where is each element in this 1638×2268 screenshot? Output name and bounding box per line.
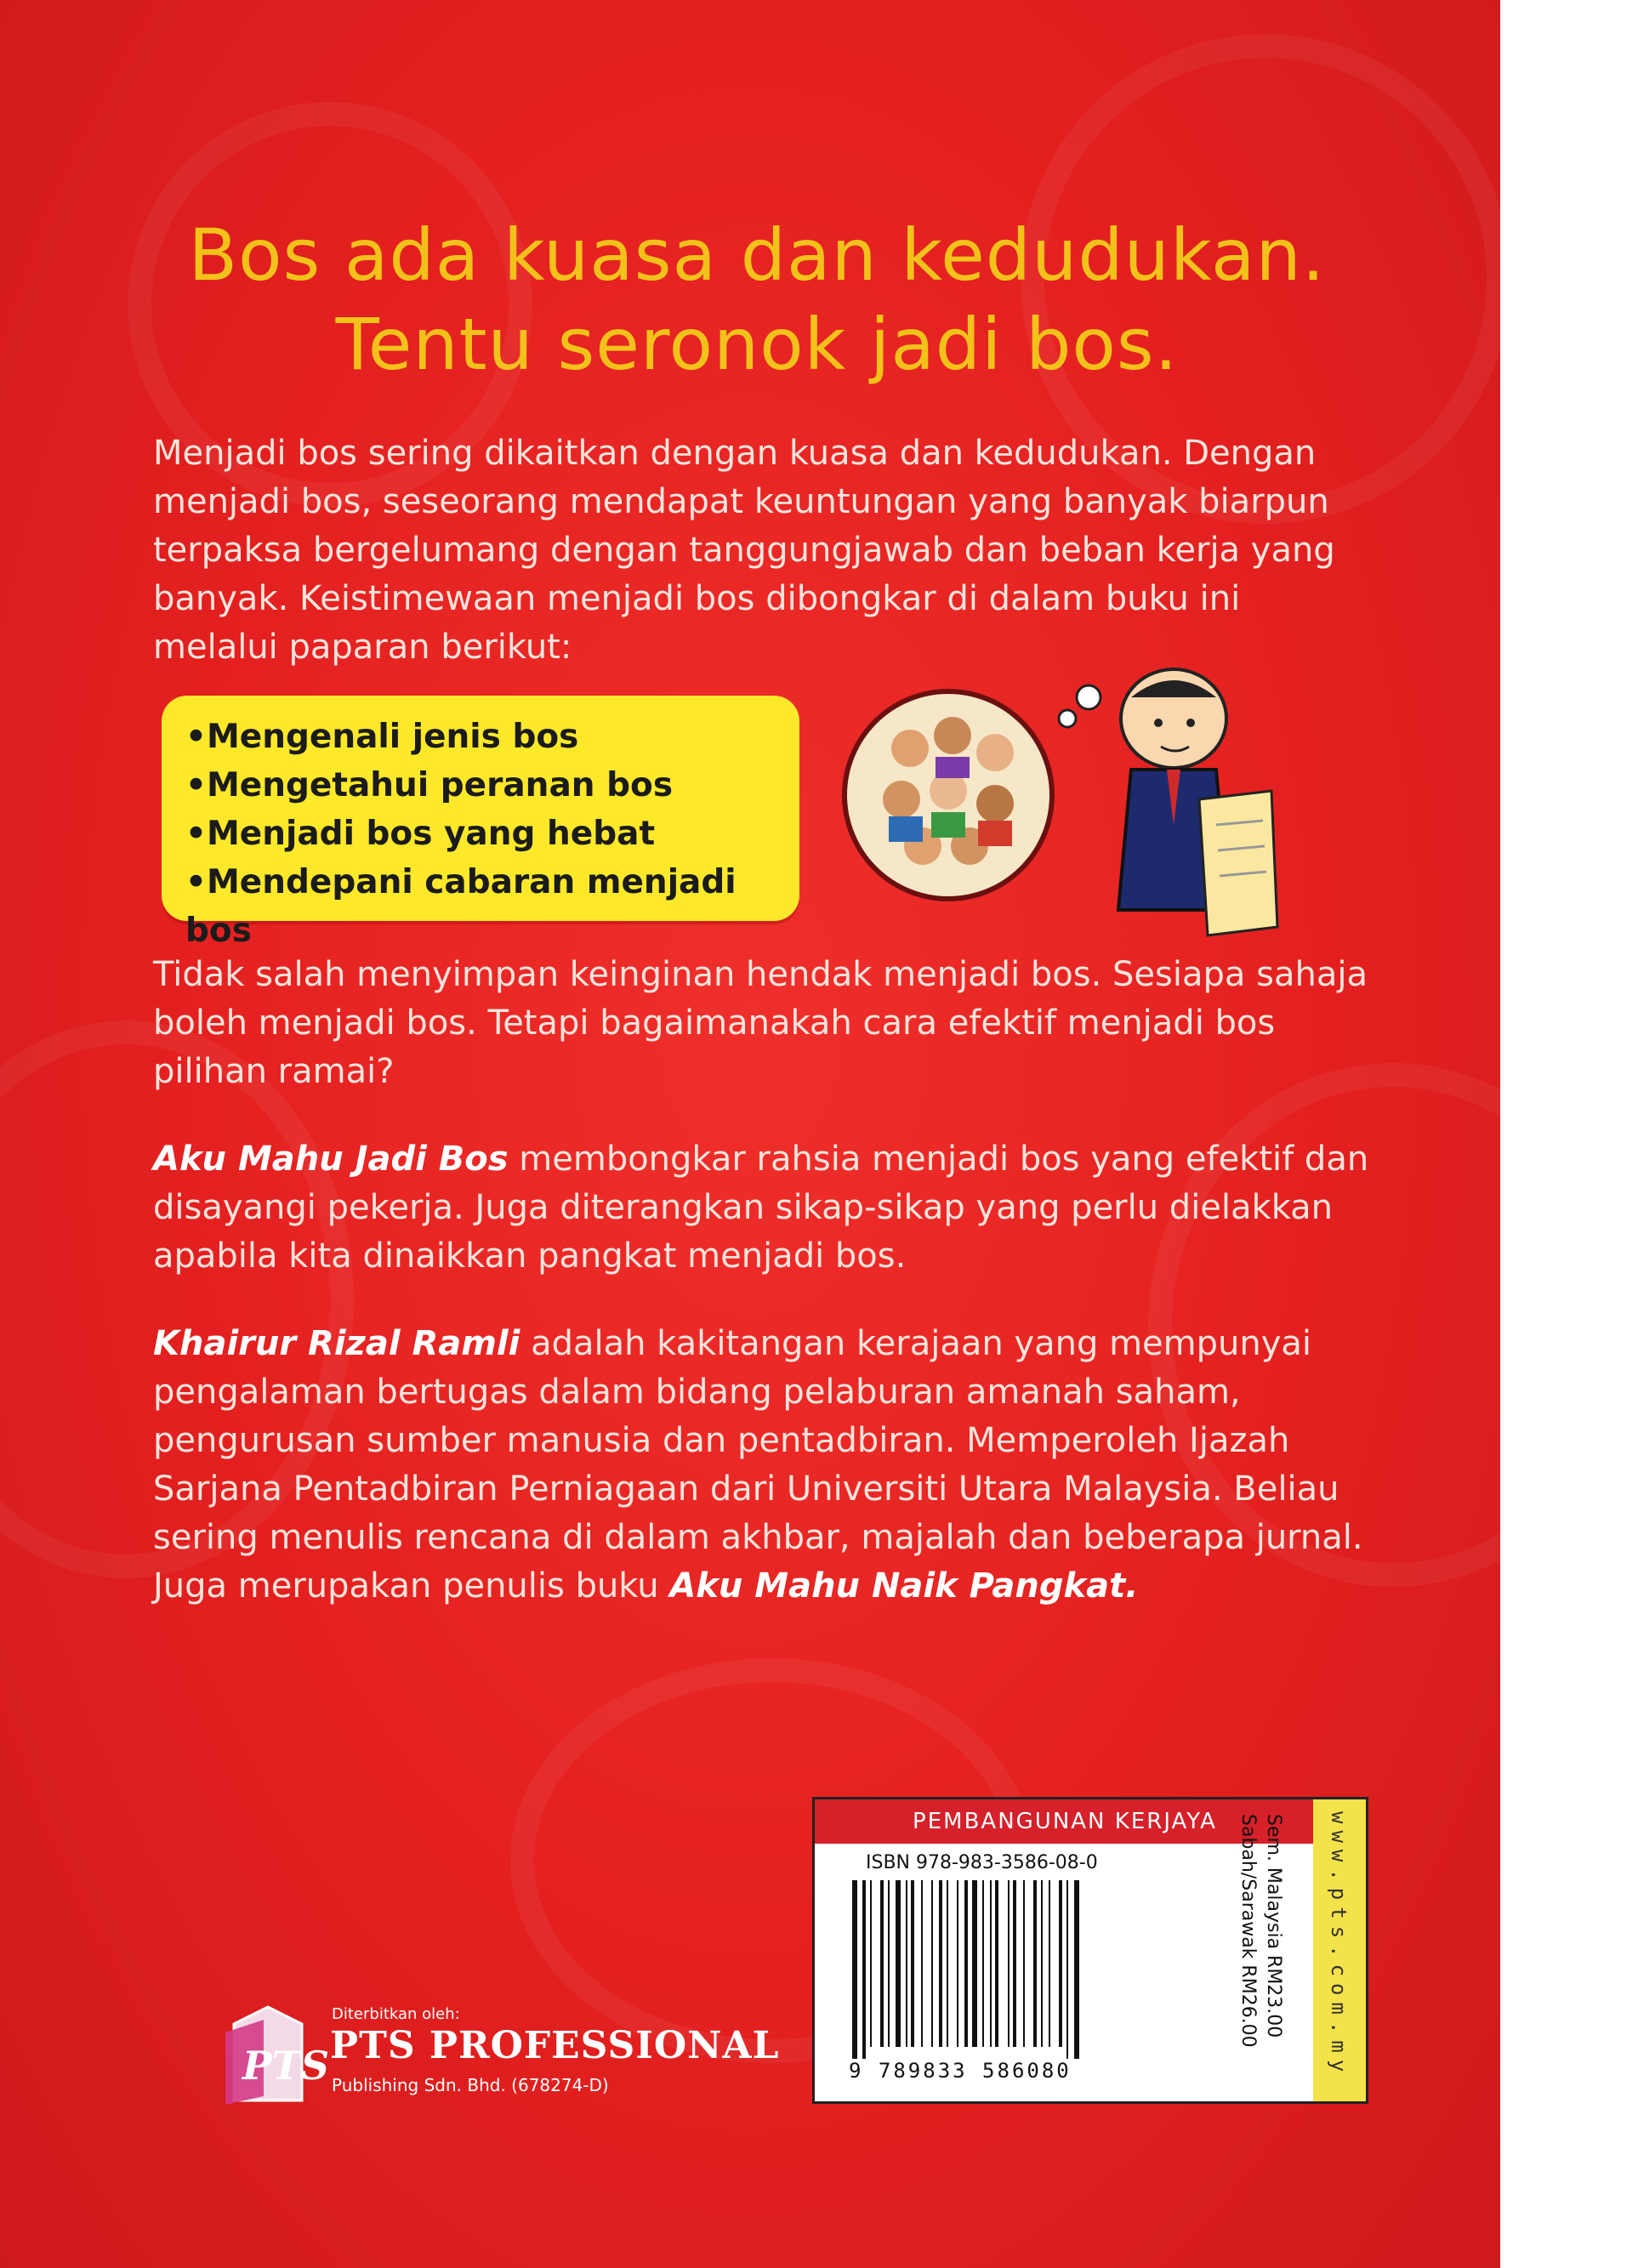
barcode-bar [906,1880,907,2047]
barcode-bar [964,1880,968,2047]
barcode-bar [921,1880,923,2047]
isbn-text: ISBN 978-983-3586-08-0 [866,1852,1098,1873]
paragraph-3 [153,1135,1369,1281]
barcode-bar [870,1880,872,2047]
boss-illustration [842,655,1284,944]
headline-line-1: Bos ada kuasa dan kedudukan. [188,213,1326,297]
intro-paragraph: Menjadi bos sering dikaitkan dengan kuasa dan kedudukan. Dengan menjadi bos, seseorang mendapat keuntungan yang banyak biarpun terpaksa bergelumang dengan tanggungjawab dan beban kerja yang banyak. Keistimewaan menjadi bos dibongkar di dalam buku ini melalui paparan berikut: [153,434,1335,667]
barcode-bar [852,1880,857,2059]
feature-list-box [162,696,799,950]
other-book-title: Aku Mahu Naik Pangkat. [669,1566,1139,1606]
book-title: Aku Mahu Jadi Bos [153,1140,509,1179]
barcode-bar [990,1880,992,2047]
barcode-bar [896,1880,901,2047]
barcode-bar [880,1880,884,2047]
barcode-bar [939,1880,942,2047]
logo-text: PTS [242,2043,330,2089]
barcode-bar [888,1880,890,2047]
barcode-bar [995,1880,998,2047]
price-peninsular: Sem. Malaysia RM23.00 [1263,1814,1284,2038]
barcode-bar [1059,1880,1062,2047]
pts-logo-icon [217,1998,330,2109]
barcode-bar [1023,1880,1025,2047]
author-bio: adalah kakitangan kerajaan yang mempunyai pengalaman bertugas dalam bidang pelaburan amanah saham, pengurusan sumber manusia dan pentadbiran. Memperoleh Ijazah Sarjana Pentadbiran Perniagaan dari Universiti Utara Malaysia. Beliau sering menulis rencana di dalam akhbar, majalah dan beberapa jurnal. Juga merupakan penulis buku [153,1324,1363,1606]
feature-item: • Mengenali jenis bos [185,713,799,761]
author-name: Khairur Rizal Ramli [153,1324,520,1363]
paragraph-2: Tidak salah menyimpan keinginan hendak menjadi bos. Sesiapa sahaja boleh menjadi bos. Tetapi bagaimanakah cara efektif menjadi bos pilihan ramai? [153,955,1368,1091]
barcode-bar [1033,1880,1037,2047]
price-block [1203,1807,1305,2088]
publisher-company: Publishing Sdn. Bhd. (678274-D) [332,2075,609,2095]
barcode-bar [1041,1880,1043,2047]
barcode-bar [1013,1880,1016,2047]
feature-item: • Menjadi bos yang hebat [185,810,799,858]
headline-line-2: Tentu seronok jadi bos. [335,303,1179,386]
barcode-digits: 9 789833 586080 [849,2059,1072,2083]
paragraph-3-text: membongkar rahsia menjadi bos yang efektif dan disayangi pekerja. Juga diterangkan sikap-sikap yang perlu dielakkan apabila kita dinaikkan pangkat menjadi bos. [153,1140,1369,1276]
barcode-bar [1066,1880,1068,2059]
price-east: Sabah/Sarawak RM26.00 [1237,1814,1259,2048]
barcode-bar [1049,1880,1050,2047]
published-by-label: Diterbitkan oleh: [332,2005,460,2023]
barcode-bar [862,1880,866,2059]
barcode-bar [1008,1880,1010,2047]
barcode-bar [947,1880,948,2047]
barcode-bar [972,1880,977,2047]
website-strip [1313,1797,1368,2104]
publisher-name: PTS PROFESSIONAL [330,2024,780,2067]
barcode-bar [931,1880,933,2047]
barcode-bar [982,1880,984,2047]
feature-item: • Mendepani cabaran menjadi bos [185,858,799,955]
feature-item: • Mengetahui peranan bos [185,761,799,810]
barcode-bar [957,1880,958,2047]
barcode-bar [911,1880,914,2047]
author-paragraph [153,1320,1369,1611]
barcode-icon [849,1880,1129,2059]
category-label: PEMBANGUNAN KERJAYA [815,1799,1315,1844]
barcode-bar [1074,1880,1079,2059]
feature-list [162,696,799,955]
website-text: www.pts.com.my [1327,1811,1351,2079]
